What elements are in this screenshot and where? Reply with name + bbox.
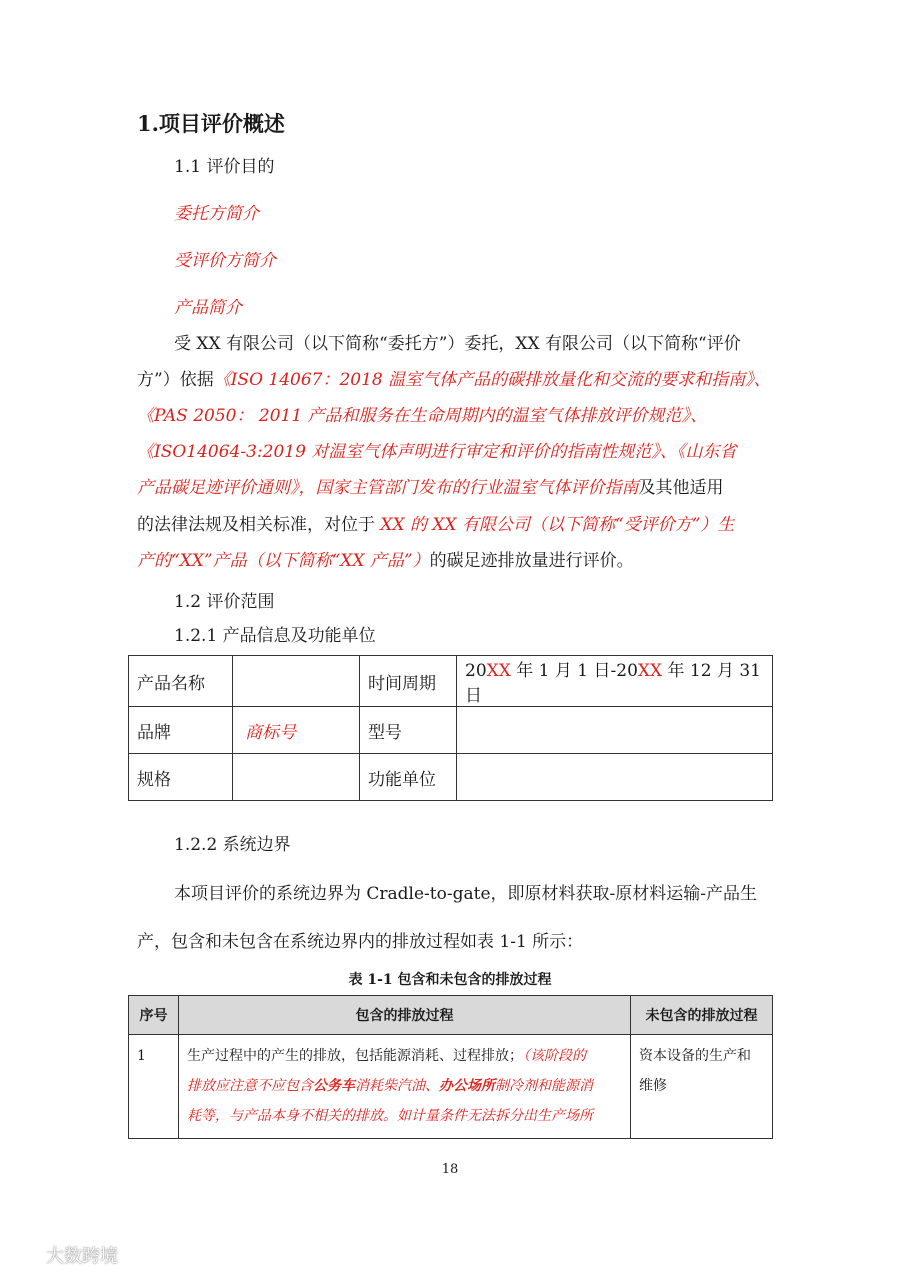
header-no: 序号 xyxy=(129,996,179,1035)
header-included: 包含的排放过程 xyxy=(179,996,631,1035)
para1-line7-b: 的碳足迹排放量进行评价。 xyxy=(429,551,634,571)
time-period-cell xyxy=(457,656,773,707)
watermark-text: 大数跨境 xyxy=(46,1246,118,1267)
cell-text-red: XX xyxy=(486,661,511,681)
cell-text-red: 排放应注意不应包含 xyxy=(187,1078,313,1094)
table-cell xyxy=(457,754,773,801)
watermark xyxy=(10,1242,118,1268)
cell-text: 年 1 月 1 日-20 xyxy=(510,661,638,681)
para1-line7 xyxy=(137,546,634,571)
cell-text: 生产过程中的产生的排放，包括能源消耗、过程排放； xyxy=(187,1048,523,1064)
para1-line5 xyxy=(137,473,724,498)
excluded-process xyxy=(631,1035,773,1139)
product-ref: 产的“XX”产品（以下简称“XX 产品”） xyxy=(137,551,430,571)
item-evaluatee-intro: 受评价方简介 xyxy=(174,251,276,271)
table-row xyxy=(129,707,773,754)
included-process xyxy=(179,1035,631,1139)
trademark-cell: 商标号 xyxy=(233,707,360,754)
table-header-row xyxy=(129,996,773,1035)
table-cell: 型号 xyxy=(360,707,457,754)
table-cell: 品牌 xyxy=(129,707,233,754)
cell-text-red: 制冷剂和能源消 xyxy=(495,1078,593,1094)
table-cell: 产品名称 xyxy=(129,656,233,707)
table-cell xyxy=(233,656,360,707)
item-product-intro: 产品简介 xyxy=(174,298,242,318)
subsection-1-2: 1.2 评价范围 xyxy=(174,592,275,612)
para1-line2 xyxy=(137,365,771,390)
iso-14067-ref: 《ISO 14067：2018 温室气体产品的碳排放量化和交流的要求和指南》、 xyxy=(213,370,771,390)
table-cell xyxy=(457,707,773,754)
header-excluded: 未包含的排放过程 xyxy=(631,996,773,1035)
table-caption: 表 1-1 包含和未包含的排放过程 xyxy=(348,972,552,988)
table-row xyxy=(129,656,773,707)
cell-text-red-bold: 办公场所 xyxy=(439,1078,495,1094)
table-cell: 功能单位 xyxy=(360,754,457,801)
subsection-1-2-1: 1.2.1 产品信息及功能单位 xyxy=(174,626,376,646)
table-row xyxy=(129,1035,773,1139)
pas-2050-ref: 《PAS 2050： 2011 产品和服务在生命周期内的温室气体排放评价规范》、 xyxy=(137,406,708,426)
product-info-table xyxy=(128,655,773,801)
shandong-ref: 产品碳足迹评价通则》，国家主管部门发布的行业温室气体评价指南 xyxy=(137,478,639,498)
emission-process-table xyxy=(128,995,773,1139)
cell-text: 20 xyxy=(465,661,487,681)
iso-14064-ref: 《ISO14064-3:2019 对温室气体声明进行审定和评价的指南性规范》、《山东省 xyxy=(137,442,737,462)
table-cell: 时间周期 xyxy=(360,656,457,707)
watermark-logo-icon xyxy=(10,1243,40,1268)
page-number: 18 xyxy=(441,1162,459,1177)
para1-line5-b: 及其他适用 xyxy=(638,478,724,498)
cell-text-red: 消耗柴汽油、 xyxy=(355,1078,439,1094)
para2-line2: 产，包含和未包含在系统边界内的排放过程如表 1-1 所示： xyxy=(137,932,584,952)
para1-line6-a: 的法律法规及相关标准，对位于 xyxy=(137,515,381,535)
table-row xyxy=(129,754,773,801)
cell-text-red: 耗等，与产品本身不相关的排放。如计量条件无法拆分出生产场所 xyxy=(187,1108,593,1124)
item-client-intro: 委托方简介 xyxy=(174,204,259,224)
evaluatee-ref: XX 的 XX 有限公司（以下简称“受评价方”）生 xyxy=(380,515,735,535)
subsection-1-2-2: 1.2.2 系统边界 xyxy=(174,835,291,855)
cell-text-red: （该阶段的 xyxy=(523,1048,586,1064)
table-cell: 规格 xyxy=(129,754,233,801)
cell-text: 维修 xyxy=(639,1078,667,1094)
cell-text-red-bold: 公务车 xyxy=(313,1078,355,1094)
para1-line2-a: 方”）依据 xyxy=(137,370,214,390)
para1-line6 xyxy=(137,510,734,535)
subsection-1-1: 1.1 评价目的 xyxy=(174,157,275,177)
cell-text-red: XX xyxy=(637,661,663,681)
cell-text: 年 12 月 31 日 xyxy=(465,661,761,706)
table-cell xyxy=(233,754,360,801)
para2-line1: 本项目评价的系统边界为 Cradle-to-gate，即原材料获取-原材料运输-产品生 xyxy=(174,884,758,904)
row-number: 1 xyxy=(129,1035,179,1139)
cell-text: 资本设备的生产和 xyxy=(639,1048,751,1064)
para1-line1: 受 XX 有限公司（以下简称“委托方”）委托，XX 有限公司（以下简称“评价 xyxy=(174,334,741,354)
section-heading: 1.项目评价概述 xyxy=(137,111,285,136)
